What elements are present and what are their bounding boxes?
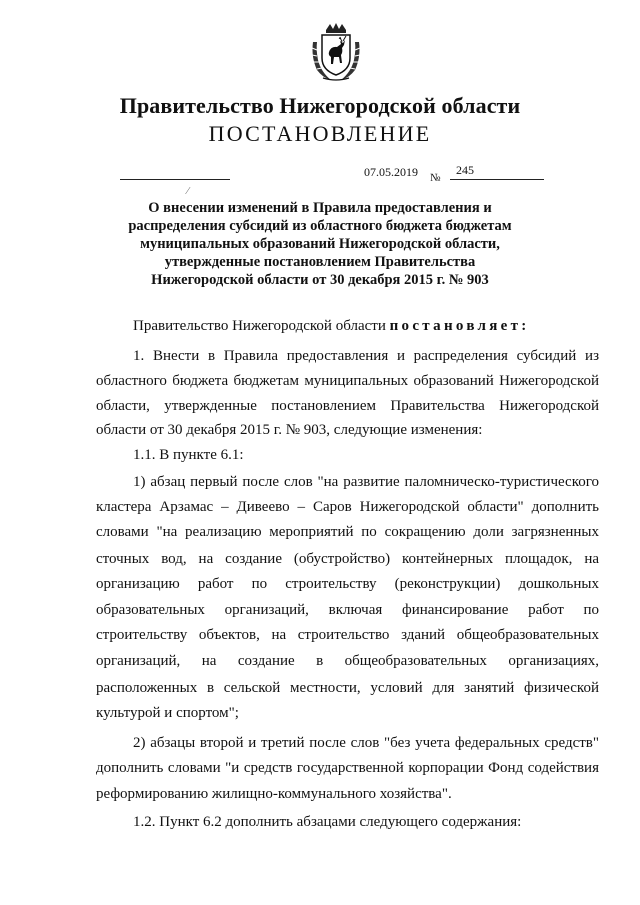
resolves-word: постановляет:	[389, 318, 530, 334]
coat-of-arms-icon	[309, 22, 363, 82]
date-blank-line	[120, 179, 230, 180]
number-sign: №	[430, 172, 441, 184]
item-1-line: образовательных организаций, включая финансирование работ по	[96, 602, 599, 618]
paragraph-1-line: областного бюджета бюджетам муниципальных образований Нижегородской	[96, 373, 599, 389]
document-type: ПОСТАНОВЛЕНИЕ	[208, 121, 432, 146]
subject-line: утвержденные постановлением Правительства	[164, 254, 476, 270]
item-1-line: культурой и спортом";	[96, 705, 239, 721]
subject-line: муниципальных образований Нижегородской области,	[140, 236, 500, 252]
paragraph-1-1: 1.1. В пункте 6.1:	[133, 447, 244, 463]
item-1-line: словами "на реализацию мероприятий по сокращению доли загрязненных	[96, 524, 599, 540]
paragraph-1-line: области от 30 декабря 2015 г. № 903, следующие изменения:	[96, 422, 483, 438]
item-1-line: 1) абзац первый после слов "на развитие паломническо-туристического	[133, 474, 599, 490]
document-subject	[100, 199, 540, 289]
paragraph-1-2: 1.2. Пункт 6.2 дополнить абзацами следующего содержания:	[133, 814, 522, 830]
item-1-line: строительству объектов, на строительство зданий общеобразовательных	[96, 627, 599, 643]
item-1-line: сточных вод, на создание (обустройство) контейнерных площадок, на	[96, 551, 599, 567]
subject-line: О внесении изменений в Правила предоставления и	[148, 200, 492, 216]
government-title: Правительство Нижегородской области	[119, 93, 521, 118]
document-number: 245	[456, 163, 474, 177]
paragraph-1-line: области, утвержденные постановлением Правительства Нижегородской	[96, 398, 599, 414]
item-1-line: кластера Арзамас – Дивеево – Саров Нижегородской области" дополнить	[96, 499, 599, 515]
stray-mark: ⁄	[187, 186, 189, 197]
item-1-line: расположенных в сельской местности, условий для занятий физической	[96, 680, 599, 696]
preamble-text: Правительство Нижегородской области	[133, 318, 386, 334]
item-2-line: дополнить словами "и средств государственной корпорации Фонд содействия	[96, 760, 599, 776]
subject-line: Нижегородской области от 30 декабря 2015 г. № 903	[151, 272, 489, 288]
item-2-line: 2) абзацы второй и третий после слов "без учета федеральных средств"	[133, 735, 599, 751]
number-underline	[450, 179, 544, 180]
subject-line: распределения субсидий из областного бюджета бюджетам	[128, 218, 512, 234]
document-date: 07.05.2019	[364, 165, 418, 179]
paragraph-1-line: 1. Внести в Правила предоставления и распределения субсидий из	[133, 348, 599, 364]
preamble	[133, 318, 530, 335]
item-2-line: реформированию жилищно-коммунального хозяйства".	[96, 786, 452, 802]
item-1-line: организацию работ по строительству (реконструкции) дошкольных	[96, 576, 599, 592]
item-1-line: организаций, на создание в общеобразовательных организациях,	[96, 653, 599, 669]
